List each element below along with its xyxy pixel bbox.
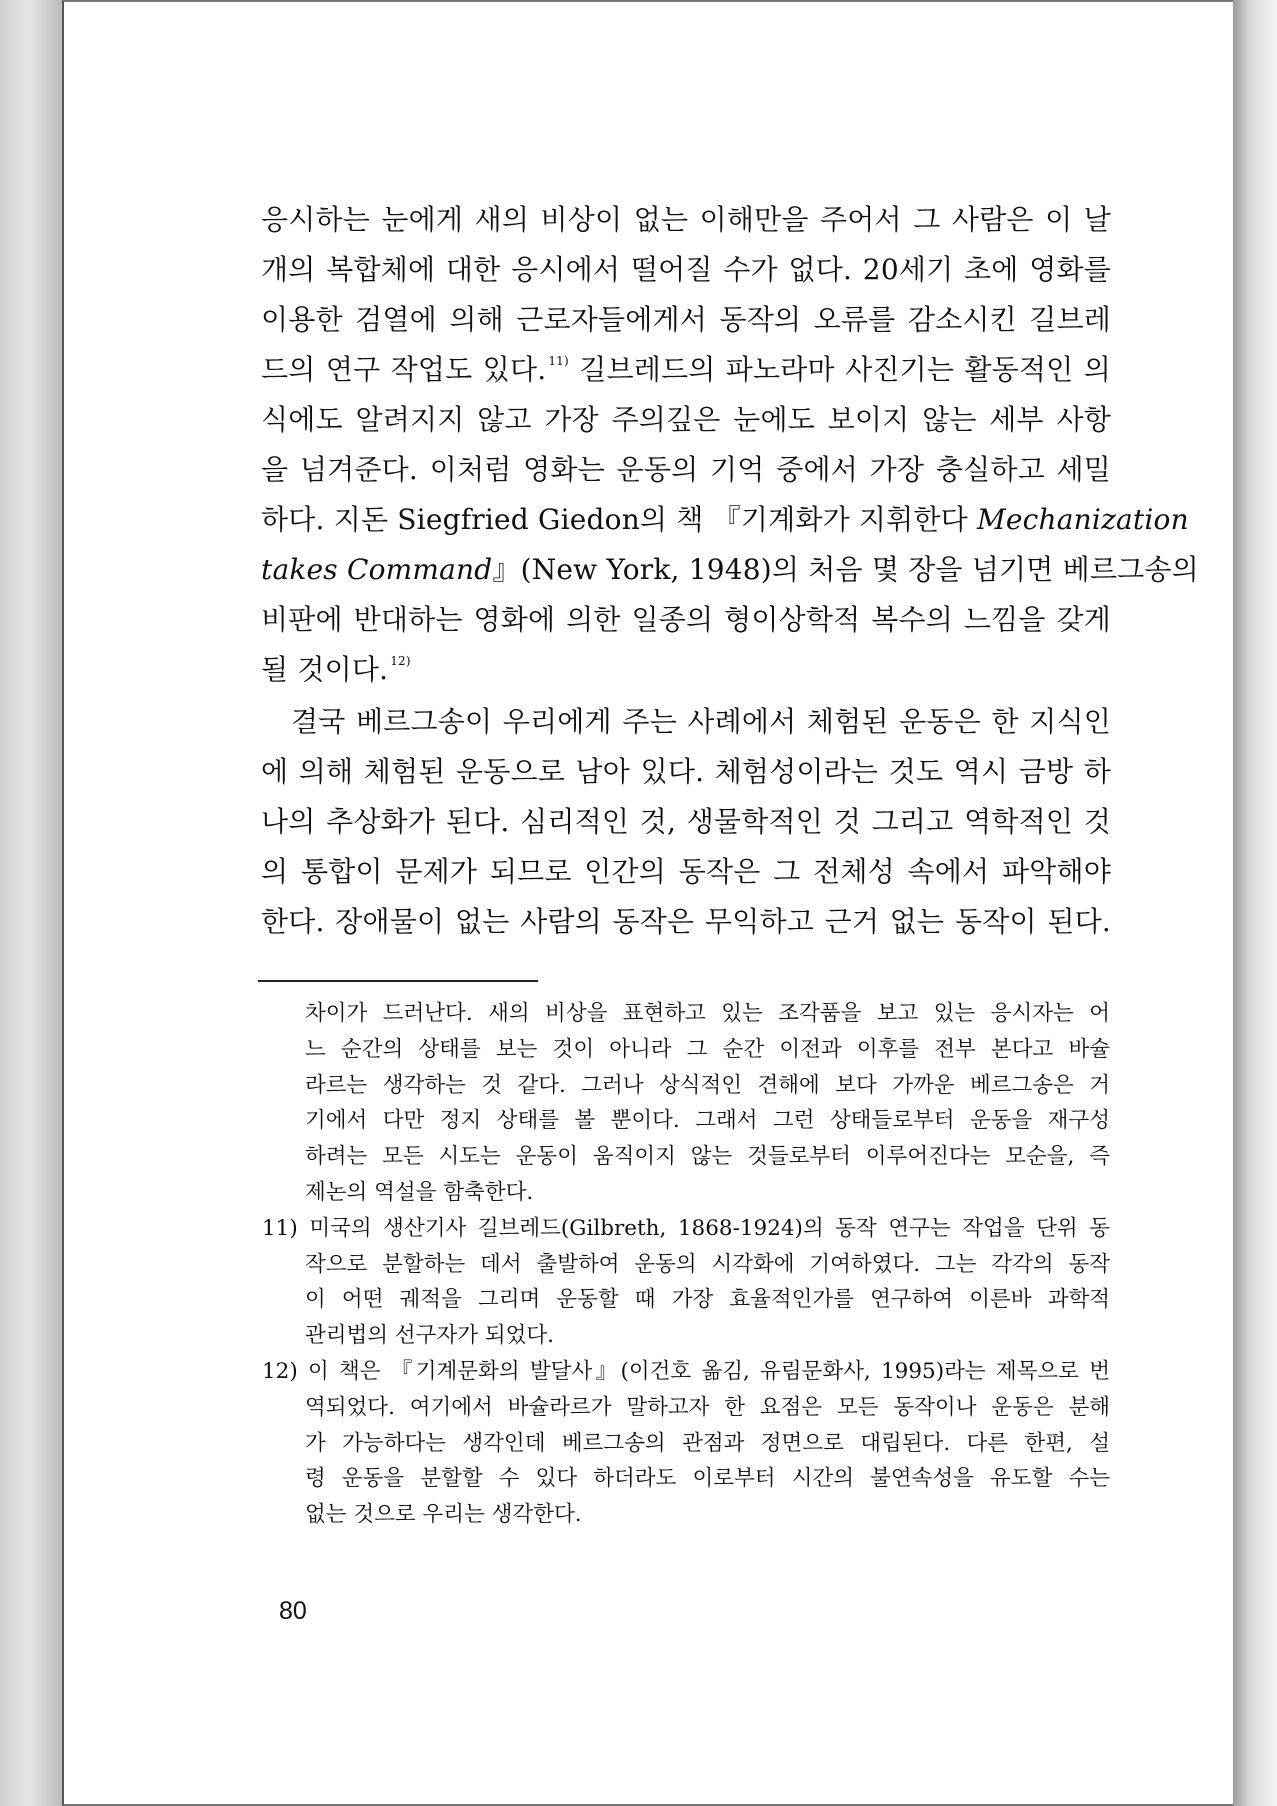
footnote-line: 역되었다. 여기에서 바슐라르가 말하고자 한 요점은 모든 동작이나 운동은 분해 bbox=[305, 1394, 1110, 1420]
book-title-italic: takes Command bbox=[261, 553, 493, 586]
book-title-italic: Mechanization bbox=[977, 503, 1189, 536]
body-text-segment: 하다. 지돈 Siegfried Giedon의 책 『기계화가 지휘한다 bbox=[261, 503, 968, 536]
footnote-line: 기에서 다만 정지 상태를 볼 뿐이다. 그래서 그런 상태들로부터 운동을 재구성 bbox=[305, 1108, 1110, 1134]
footnote-line: 제논의 역설을 함축한다. bbox=[305, 1179, 534, 1205]
body-line bbox=[261, 545, 1199, 595]
footnote-text: 이 책은 『기계문화의 발달사』(이건호 옮김, 유림문화사, 1995)라는 제목으로 번 bbox=[308, 1358, 1110, 1384]
page-number: 80 bbox=[279, 1597, 307, 1625]
footnote-reference-12: 12) bbox=[390, 654, 411, 668]
footnote-line: 가 가능하다는 생각인데 베르그송의 관점과 정면으로 대립된다. 다른 한편, 설 bbox=[305, 1430, 1110, 1456]
page-right-shadow bbox=[1233, 0, 1277, 1806]
body-line: 한다. 장애물이 없는 사람의 동작은 무익하고 근거 없는 동작이 된다. bbox=[261, 905, 1111, 938]
footnote-line: 하려는 모든 시도는 운동이 움직이지 않는 것들로부터 이루어진다는 모순을, 즉 bbox=[305, 1144, 1110, 1170]
body-line: 을 넘겨준다. 이처럼 영화는 운동의 기억 중에서 가장 충실하고 세밀 bbox=[261, 453, 1111, 486]
footnote-number: 11) bbox=[262, 1215, 298, 1241]
body-line bbox=[261, 345, 1111, 395]
footnote-divider bbox=[258, 980, 538, 982]
body-line: 비판에 반대하는 영화에 의한 일종의 형이상학적 복수의 느낌을 갖게 bbox=[261, 603, 1111, 636]
body-line: 의 통합이 문제가 되므로 인간의 동작은 그 전체성 속에서 파악해야 bbox=[261, 855, 1111, 888]
footnote-line: 작으로 분할하는 데서 출발하여 운동의 시각화에 기여하였다. 그는 각각의 동작 bbox=[305, 1251, 1110, 1277]
footnote-11 bbox=[262, 1211, 1110, 1247]
footnote-line: 없는 것으로 우리는 생각한다. bbox=[305, 1502, 582, 1528]
body-text-segment: 』(New York, 1948)의 처음 몇 장을 넘기면 베르그송의 bbox=[492, 553, 1199, 586]
body-line: 결국 베르그송이 우리에게 주는 사례에서 체험된 운동은 한 지식인 bbox=[291, 705, 1111, 738]
body-text-segment: 길브레드의 파노라마 사진기는 활동적인 의 bbox=[579, 353, 1111, 386]
footnotes bbox=[262, 996, 1110, 1533]
body-line: 나의 추상화가 된다. 심리적인 것, 생물학적인 것 그리고 역학적인 것 bbox=[261, 805, 1111, 838]
footnote-text: 미국의 생산기사 길브레드(Gilbreth, 1868-1924)의 동작 연구는 작업을 단위 동 bbox=[309, 1215, 1110, 1241]
footnote-reference-11: 11) bbox=[548, 354, 569, 368]
book-spine-edge bbox=[0, 0, 62, 1806]
body-line: 식에도 알려지지 않고 가장 주의깊은 눈에도 보이지 않는 세부 사항 bbox=[261, 403, 1111, 436]
body-text bbox=[261, 195, 1199, 947]
footnote-line: 라르는 생각하는 것 같다. 그러나 상식적인 견해에 보다 가까운 베르그송은 거 bbox=[305, 1072, 1110, 1098]
body-line: 응시하는 눈에게 새의 비상이 없는 이해만을 주어서 그 사람은 이 날 bbox=[261, 203, 1111, 236]
body-line: 에 의해 체험된 운동으로 남아 있다. 체험성이라는 것도 역시 금방 하 bbox=[261, 755, 1111, 788]
footnote-line: 느 순간의 상태를 보는 것이 아니라 그 순간 이전과 이후를 전부 본다고 바슐 bbox=[305, 1036, 1110, 1062]
footnote-line: 령 운동을 분할할 수 있다 하더라도 이로부터 시간의 불연속성을 유도할 수는 bbox=[305, 1466, 1110, 1492]
footnote-12 bbox=[262, 1354, 1110, 1390]
footnote-line: 차이가 드러난다. 새의 비상을 표현하고 있는 조각품을 보고 있는 응시자는 어 bbox=[305, 1001, 1110, 1026]
footnote-line: 관리법의 선구자가 되었다. bbox=[305, 1323, 554, 1349]
body-line bbox=[261, 645, 1111, 695]
body-text-segment: 드의 연구 작업도 있다. bbox=[261, 353, 547, 386]
body-line: 이용한 검열에 의해 근로자들에게서 동작의 오류를 감소시킨 길브레 bbox=[261, 303, 1111, 336]
footnote-number: 12) bbox=[262, 1358, 298, 1384]
footnote-line: 이 어떤 궤적을 그리며 운동할 때 가장 효율적인가를 연구하여 이른바 과학적 bbox=[305, 1287, 1110, 1313]
body-text-segment: 될 것이다. bbox=[261, 653, 389, 686]
body-line bbox=[261, 495, 1189, 545]
body-line: 개의 복합체에 대한 응시에서 떨어질 수가 없다. 20세기 초에 영화를 bbox=[261, 253, 1111, 286]
